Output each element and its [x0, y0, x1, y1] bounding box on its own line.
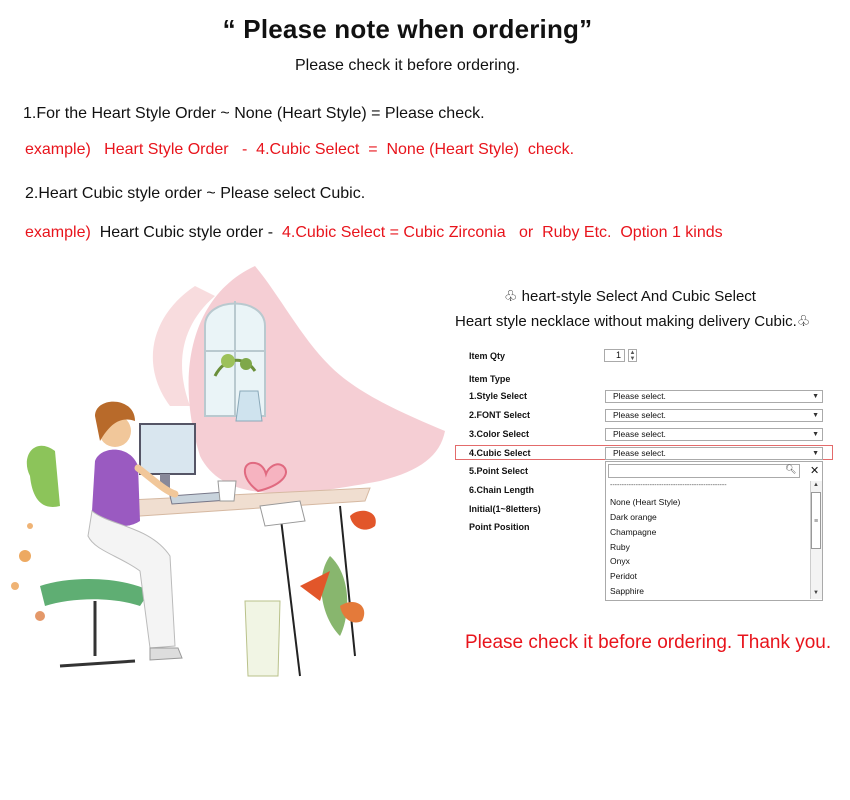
cubic-select-label: 4.Cubic Select [469, 448, 531, 458]
scroll-down-icon[interactable]: ▼ [813, 590, 819, 596]
dropdown-option[interactable]: Dark orange [610, 512, 657, 522]
panel-subheading: Heart style necklace without making delivery Cubic.♧ [455, 313, 811, 330]
font-select-value: Please select. [613, 410, 666, 420]
chevron-down-icon: ▼ [812, 431, 819, 438]
note-line-3: 2.Heart Cubic style order ~ Please select Cubic. [25, 185, 366, 202]
dropdown-search-input[interactable] [608, 464, 800, 478]
color-select[interactable] [605, 428, 823, 441]
note-line-4-order: Heart Cubic style order - [90, 224, 278, 241]
page-subtitle: Please check it before ordering. [294, 57, 520, 74]
font-select-label: 2.FONT Select [469, 410, 531, 420]
chain-length-label: 6.Chain Length [469, 485, 534, 495]
font-select[interactable] [605, 409, 823, 422]
cubic-select[interactable] [605, 447, 823, 460]
page-title: “ Please note when ordering” [222, 14, 593, 44]
qty-stepper[interactable]: ▲ ▼ [629, 350, 636, 362]
dropdown-option[interactable]: None (Heart Style) [610, 497, 681, 507]
woman-at-desk-illustration [0, 256, 445, 726]
dropdown-separator: -------------------------------------------------- [610, 482, 727, 489]
chevron-down-icon: ▼ [812, 412, 819, 419]
dropdown-option[interactable]: Ruby [610, 542, 630, 552]
note-line-4 [25, 224, 723, 242]
close-icon[interactable]: ✕ [810, 465, 820, 477]
dropdown-option[interactable]: Peridot [610, 571, 637, 581]
style-select[interactable] [605, 390, 823, 403]
item-qty-label: Item Qty [469, 351, 506, 361]
style-select-value: Please select. [613, 391, 666, 401]
item-qty-input[interactable]: 1 [604, 349, 625, 362]
point-position-label: Point Position [469, 522, 530, 532]
item-type-label: Item Type [469, 374, 511, 384]
style-select-label: 1.Style Select [469, 391, 528, 401]
search-icon[interactable]: 🔍︎ [785, 464, 797, 474]
cubic-select-value: Please select. [613, 448, 666, 458]
note-line-2: example) Heart Style Order - 4.Cubic Select = None (Heart Style) check. [25, 141, 575, 158]
scrollbar-thumb[interactable]: ≡ [811, 492, 821, 549]
dropdown-option[interactable]: Champagne [610, 527, 657, 537]
panel-heading: ♧ heart-style Select And Cubic Select [504, 288, 756, 305]
color-select-label: 3.Color Select [469, 429, 530, 439]
dropdown-option[interactable]: Sapphire [610, 586, 645, 596]
chevron-down-icon: ▼ [812, 393, 819, 400]
note-line-1: 1.For the Heart Style Order ~ None (Heart Style) = Please check. [23, 105, 485, 122]
chevron-down-icon: ▼ [812, 450, 819, 457]
note-line-4-cubic: 4.Cubic Select = Cubic Zirconia or Ruby Etc. Option 1 kinds [277, 224, 723, 241]
note-line-4-example: example) [25, 224, 91, 241]
initial-label: Initial(1~8letters) [469, 504, 541, 514]
point-select-label: 5.Point Select [469, 466, 529, 476]
dropdown-option[interactable]: Onyx [610, 556, 630, 566]
scroll-up-icon[interactable]: ▲ [813, 482, 819, 488]
color-select-value: Please select. [613, 429, 666, 439]
thank-you-message: Please check it before ordering. Thank you. [465, 632, 832, 653]
